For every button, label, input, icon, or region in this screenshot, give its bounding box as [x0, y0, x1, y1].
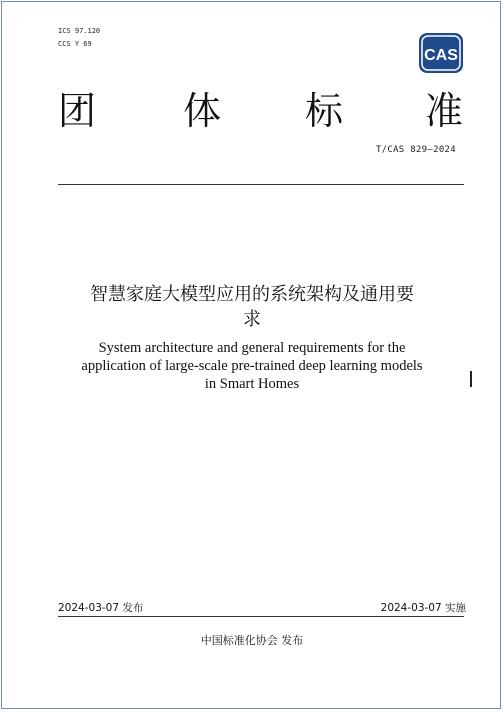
english-title-line-2: application of large-scale pre-trained deep learning models [81, 358, 423, 374]
ics-code: ICS 97.120 [58, 27, 101, 35]
chinese-title [60, 282, 444, 332]
chinese-title-line-2: 求 [243, 309, 261, 330]
heading-char-2: 体 [183, 89, 222, 133]
heading-char-4: 准 [425, 89, 464, 133]
heading-char-3: 标 [305, 89, 344, 133]
english-title [50, 339, 454, 393]
bottom-divider [58, 616, 464, 617]
ccs-code: CCS Y 69 [58, 40, 92, 48]
classification-codes [58, 25, 100, 51]
top-divider [58, 184, 464, 185]
logo-text: CAS [424, 47, 458, 64]
publisher: 中国标准化协会 发布 [200, 634, 304, 647]
english-title-line-3: in Smart Homes [204, 376, 300, 392]
english-title-line-1: System architecture and general requirements for the [98, 340, 406, 356]
chinese-title-line-1: 智慧家庭大模型应用的系统架构及通用要 [90, 284, 414, 305]
text-cursor [470, 371, 472, 387]
issue-date: 2024-03-07 发布 [58, 602, 144, 614]
cas-logo-icon [418, 32, 464, 74]
standard-type-heading [0, 88, 504, 138]
heading-char-1: 团 [58, 89, 97, 133]
standard-number: T/CAS 829—2024 [375, 145, 456, 155]
implementation-date: 2024-03-07 实施 [380, 602, 466, 614]
